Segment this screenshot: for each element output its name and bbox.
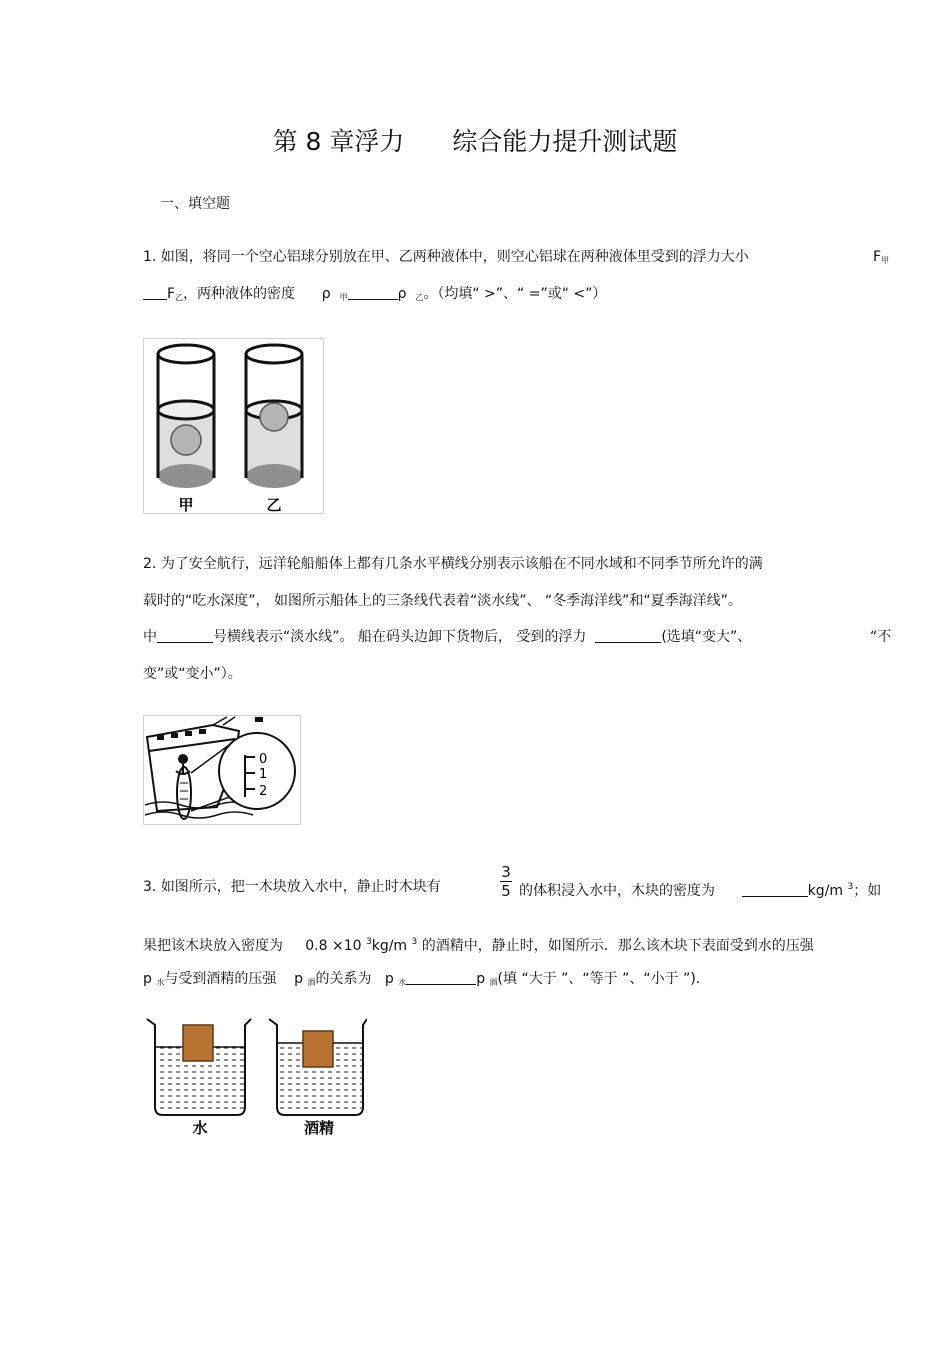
q2-text-3c: (选填“变大”、 [661, 629, 752, 645]
fig2-mark-1: 1 [259, 767, 268, 782]
q1-text-b: ，两种液体的密度 [183, 286, 296, 302]
q2-line3 [143, 627, 751, 647]
fig1-label-jia: 甲 [178, 496, 194, 514]
q3-line3-b: 的关系为 [315, 971, 372, 987]
q2-blank-1[interactable] [157, 629, 213, 643]
q2-text-3a: 中 [143, 629, 157, 645]
page-title [0, 122, 950, 158]
q3-text-a: 如图所示，把一木块放入水中，静止时木块有 [160, 879, 441, 895]
q1-sub-jia-2: 甲 [339, 293, 348, 302]
q1-line1 [143, 247, 749, 267]
q1-figure [143, 338, 324, 514]
q3-p-1: p [143, 971, 152, 987]
q3-p-4: p [476, 971, 486, 987]
q2-line1 [143, 554, 763, 574]
q2-text-3b: 号横线表示“淡水线”。 船在码头边卸下货物后， 受到的浮力 [213, 629, 587, 645]
q3-sub-shui-2: 水 [398, 978, 407, 987]
q1-sub-jia: 甲 [881, 256, 890, 265]
q1-f-jia [873, 247, 889, 271]
q3-number: 3. [143, 879, 157, 895]
title-chapter: 第 8 章浮力 [272, 127, 405, 156]
q3-line2 [143, 932, 814, 956]
q1-text-c: 。（均填“ >”、“ =”或“ <”） [423, 286, 607, 302]
q1-rho-2: ρ [397, 286, 407, 302]
q3-p-2: p [294, 971, 304, 987]
q3-frac-den: 5 [501, 882, 511, 900]
q3-figure [143, 1015, 367, 1137]
q3-alcohol-exp: 3 [365, 937, 372, 947]
q1-line2 [143, 284, 606, 308]
q3-line2-b: 的酒精中，静止时，如图所示．那么该木块下表面受到水的压强 [421, 938, 814, 954]
q3-alcohol-density: 0.8 ×10 [305, 938, 362, 954]
q1-blank-2[interactable] [348, 286, 398, 300]
q3-line2-a: 果把该木块放入密度为 [143, 938, 283, 954]
q3-unit: kg/m [807, 883, 844, 899]
beaker-alcohol [269, 1019, 367, 1115]
q1-number: 1. [143, 249, 157, 265]
q2-line4: 变”或“变小”）。 [143, 666, 242, 682]
q1-f-symbol-2: F [167, 286, 176, 302]
q3-line3 [143, 969, 710, 993]
q1-sub-yi: 乙 [175, 293, 184, 302]
q3-line1 [143, 877, 441, 897]
q3-line3-c: (填 “大于 ”、“等于 ”、“小于 ”)． [497, 971, 710, 987]
q3-line3-a: 与受到酒精的压强 [164, 971, 277, 987]
section-heading: 一、填空题 [160, 196, 230, 212]
title-subject: 综合能力提升测试题 [452, 127, 678, 156]
q3-alcohol-unit-exp: 3 [411, 937, 418, 947]
q1-rho-1: ρ [321, 286, 331, 302]
q3-sub-jiu-2: 酒 [489, 978, 498, 987]
q2-blank-2[interactable] [595, 629, 661, 643]
q3-blank-1[interactable] [742, 883, 808, 897]
q3-sub-jiu: 酒 [307, 978, 316, 987]
q3-p-3: p [384, 971, 394, 987]
q3-alcohol-unit: kg/m [371, 938, 408, 954]
q3-text-b: 的体积浸入水中，木块的密度为 [519, 883, 715, 899]
fig3-label-alcohol: 酒精 [303, 1119, 335, 1137]
q2-text-1: 为了安全航行，远洋轮船船体上都有几条水平横线分别表示该船在不同水域和不同季节所允许的满 [160, 556, 763, 572]
q1-f-symbol: F [873, 249, 882, 265]
q2-figure [143, 715, 301, 825]
q2-text-3d: “不 [870, 629, 892, 645]
fig2-mark-0: 0 [259, 752, 268, 767]
fig1-label-yi: 乙 [266, 496, 282, 514]
q3-blank-2[interactable] [406, 971, 476, 985]
beaker-water [147, 1019, 251, 1115]
fig2-mark-2: 2 [259, 784, 268, 799]
q3-unit-exp: 3 [847, 882, 854, 892]
fig3-label-water: 水 [192, 1119, 208, 1137]
q2-line2: 载时的“吃水深度”， 如图所示船体上的三条线代表着“淡水线”、 “冬季海洋线”和“夏季海洋线”。 [143, 593, 742, 609]
q3-fraction [499, 863, 513, 900]
q2-number: 2. [143, 556, 157, 572]
q1-sub-yi-2: 乙 [415, 293, 424, 302]
q3-text-c: ；如 [853, 883, 882, 899]
q1-text-a: 如图，将同一个空心铝球分别放在甲、乙两种液体中，则空心铝球在两种液体里受到的浮力大小 [160, 249, 749, 265]
q3-frac-num: 3 [501, 863, 511, 881]
q1-blank-1[interactable] [143, 286, 167, 300]
q3-sub-shui: 水 [156, 978, 165, 987]
q3-line1-b [519, 877, 881, 901]
